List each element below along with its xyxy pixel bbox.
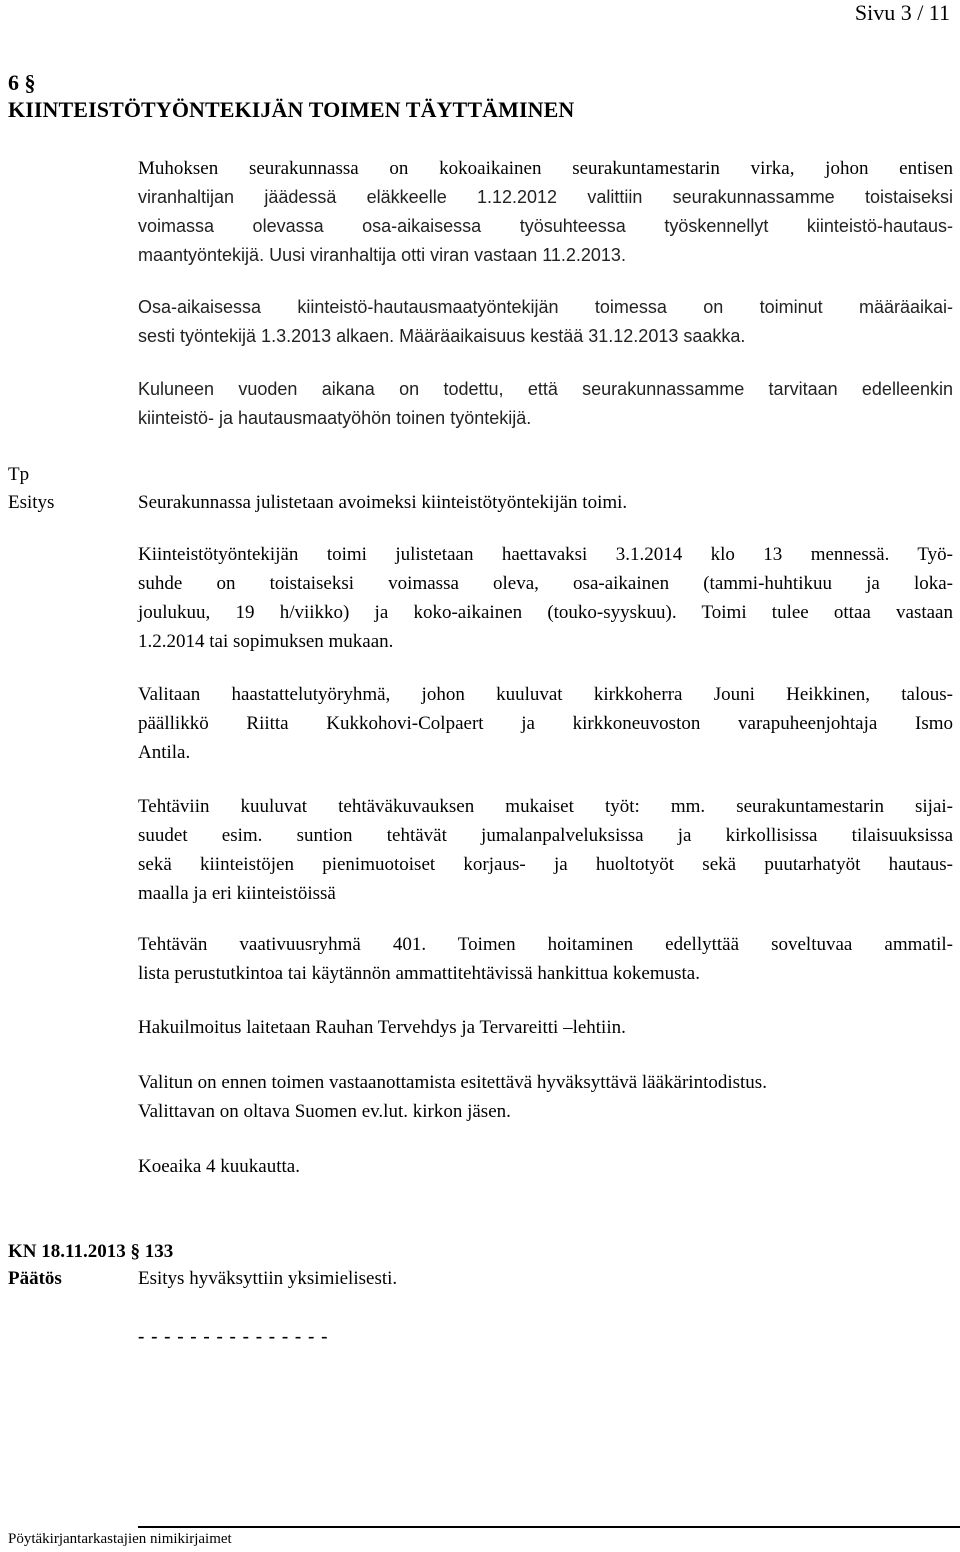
margin-label-esitys: Esitys: [8, 492, 55, 513]
paragraph-8: [138, 930, 953, 988]
paragraph-6: [138, 680, 953, 767]
paragraph-line: Koeaika 4 kuukautta.: [138, 1156, 300, 1177]
paragraph-line: lista perustutkintoa tai käytännön ammattitehtävissä hankittua kokemusta.: [138, 963, 700, 984]
paragraph-5: [138, 540, 953, 656]
decision-label: Päätös: [8, 1268, 62, 1289]
paragraph-10: [138, 1068, 953, 1126]
paragraph-line: maantyöntekijä. Uusi viranhaltija otti viran vastaan 11.2.2013.: [138, 245, 626, 265]
page-number: Sivu 3 / 11: [854, 0, 950, 25]
paragraph-line: Valittavan on oltava Suomen ev.lut. kirkon jäsen.: [138, 1101, 511, 1122]
dash-separator: - - - - - - - - - - - - - - -: [138, 1326, 329, 1347]
paragraph-line: suhde on toistaiseksi voimassa oleva, osa-aikainen (tammi-huhtikuu ja loka-: [138, 573, 953, 594]
paragraph-line: Tehtävän vaativuusryhmä 401. Toimen hoitaminen edellyttää soveltuvaa ammatil-: [138, 934, 953, 955]
footer-text: Pöytäkirjantarkastajien nimikirjaimet: [8, 1531, 232, 1547]
section-number: 6 §: [8, 70, 36, 95]
paragraph-4: [138, 488, 953, 517]
paragraph-line: sesti työntekijä 1.3.2013 alkaen. Määräaikaisuus kestää 31.12.2013 saakka.: [138, 326, 746, 346]
footer-rule: [138, 1526, 960, 1528]
paragraph-9: [138, 1013, 953, 1042]
paragraph-line: joulukuu, 19 h/viikko) ja koko-aikainen (touko-syyskuu). Toimi tulee ottaa vastaan: [138, 602, 953, 623]
paragraph-line: Seurakunnassa julistetaan avoimeksi kiinteistötyöntekijän toimi.: [138, 492, 628, 513]
paragraph-line: kiinteistö- ja hautausmaatyöhön toinen työntekijä.: [138, 408, 532, 428]
paragraph-line: päällikkö Riitta Kukkohovi-Colpaert ja kirkkoneuvoston varapuheenjohtaja Ismo: [138, 713, 953, 734]
paragraph-line: Muhoksen seurakunnassa on kokoaikainen seurakuntamestarin virka, johon entisen: [138, 158, 953, 179]
paragraph-line: Antila.: [138, 742, 191, 763]
paragraph-line: Valitun on ennen toimen vastaanottamista esitettävä hyväksyttävä lääkärintodistus.: [138, 1072, 767, 1093]
paragraph-line: Hakuilmoitus laitetaan Rauhan Tervehdys ja Tervareitti –lehtiin.: [138, 1017, 626, 1038]
paragraph-line: 1.2.2014 tai sopimuksen mukaan.: [138, 631, 394, 652]
paragraph-3: [138, 375, 953, 433]
paragraph-line: Kiinteistötyöntekijän toimi julistetaan haettavaksi 3.1.2014 klo 13 mennessä. Työ-: [138, 544, 953, 565]
paragraph-1: [138, 154, 953, 270]
paragraph-line: Osa-aikaisessa kiinteistö-hautausmaatyöntekijän toimessa on toiminut määräaikai-: [138, 297, 953, 317]
paragraph-line: Tehtäviin kuuluvat tehtäväkuvauksen mukaiset työt: mm. seurakuntamestarin sijai-: [138, 796, 953, 817]
paragraph-line: Kuluneen vuoden aikana on todettu, että seurakunnassamme tarvitaan edelleenkin: [138, 379, 953, 399]
paragraph-line: viranhaltijan jäädessä eläkkeelle 1.12.2012 valittiin seurakunnassamme toistaiseksi: [138, 187, 953, 207]
paragraph-2: [138, 293, 953, 351]
paragraph-11: [138, 1152, 953, 1181]
section-title: KIINTEISTÖTYÖNTEKIJÄN TOIMEN TÄYTTÄMINEN: [8, 97, 575, 122]
paragraph-line: maalla ja eri kiinteistöissä: [138, 883, 336, 904]
paragraph-7: [138, 792, 953, 908]
meeting-reference: KN 18.11.2013 § 133: [8, 1241, 174, 1262]
paragraph-line: Valitaan haastattelutyöryhmä, johon kuuluvat kirkkoherra Jouni Heikkinen, talous-: [138, 684, 953, 705]
paragraph-line: suudet esim. suntion tehtävät jumalanpalveluksissa ja kirkollisissa tilaisuuksissa: [138, 825, 953, 846]
decision-text: Esitys hyväksyttiin yksimielisesti.: [138, 1268, 398, 1289]
margin-label-tp: Tp: [8, 464, 30, 485]
paragraph-line: sekä kiinteistöjen pienimuotoiset korjaus- ja huoltotyöt sekä puutarhatyöt hautaus-: [138, 854, 953, 875]
paragraph-line: voimassa olevassa osa-aikaisessa työsuhteessa työskennellyt kiinteistö-hautaus-: [138, 216, 953, 236]
